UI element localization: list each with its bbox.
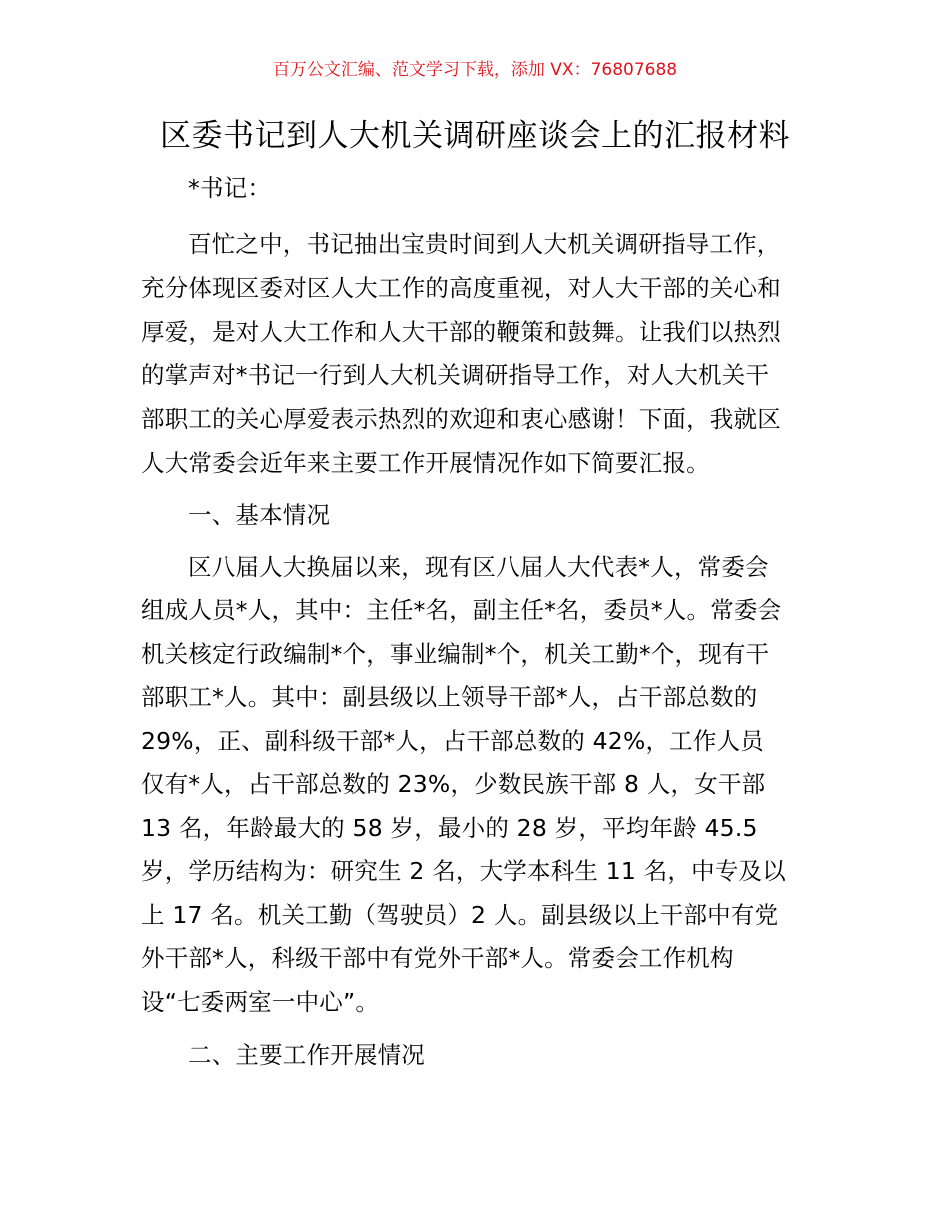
paragraph-line: 仅有*人，占干部总数的 23%，少数民族干部 8 人，女干部 (141, 770, 766, 798)
paragraph-line: 充分体现区委对区人大工作的高度重视，对人大干部的关心和 (141, 274, 781, 302)
paragraph-line: 上 17 名。机关工勤（驾驶员）2 人。副县级以上干部中有党 (141, 901, 779, 929)
watermark-banner: 百万公文汇编、范文学习下载，添加 VX：76807688 (272, 60, 678, 80)
paragraph-line: 的掌声对*书记一行到人大机关调研指导工作，对人大机关干 (141, 361, 770, 389)
paragraph-line: 组成人员*人，其中：主任*名，副主任*名，委员*人。常委会 (141, 596, 782, 624)
paragraph-line: 外干部*人，科级干部中有党外干部*人。常委会工作机构 (141, 944, 734, 972)
section-heading-2: 二、主要工作开展情况 (188, 1041, 425, 1069)
paragraph-line: 机关核定行政编制*个，事业编制*个，机关工勤*个，现有干 (141, 640, 770, 668)
paragraph-line: 岁，学历结构为：研究生 2 名，大学本科生 11 名，中专及以 (141, 857, 786, 885)
paragraph-line: 区八届人大换届以来，现有区八届人大代表*人，常委会 (188, 553, 769, 581)
paragraph-line: 部职工的关心厚爱表示热烈的欢迎和衷心感谢！下面，我就区 (141, 405, 781, 433)
paragraph-line: 厚爱，是对人大工作和人大干部的鞭策和鼓舞。让我们以热烈 (141, 318, 781, 346)
document-title: 区委书记到人大机关调研座谈会上的汇报材料 (160, 118, 790, 154)
paragraph-line: 部职工*人。其中：副县级以上领导干部*人，占干部总数的 (141, 683, 758, 711)
salutation: *书记： (188, 174, 272, 202)
paragraph-line: 人大常委会近年来主要工作开展情况作如下简要汇报。 (141, 449, 710, 477)
paragraph-line: 29%，正、副科级干部*人，占干部总数的 42%，工作人员 (141, 727, 764, 755)
paragraph-line: 百忙之中，书记抽出宝贵时间到人大机关调研指导工作， (188, 230, 781, 258)
paragraph-line: 13 名，年龄最大的 58 岁，最小的 28 岁，平均年龄 45.5 (141, 814, 758, 842)
paragraph-line: 设“七委两室一中心”。 (141, 988, 380, 1016)
section-heading-1: 一、基本情况 (188, 501, 331, 529)
